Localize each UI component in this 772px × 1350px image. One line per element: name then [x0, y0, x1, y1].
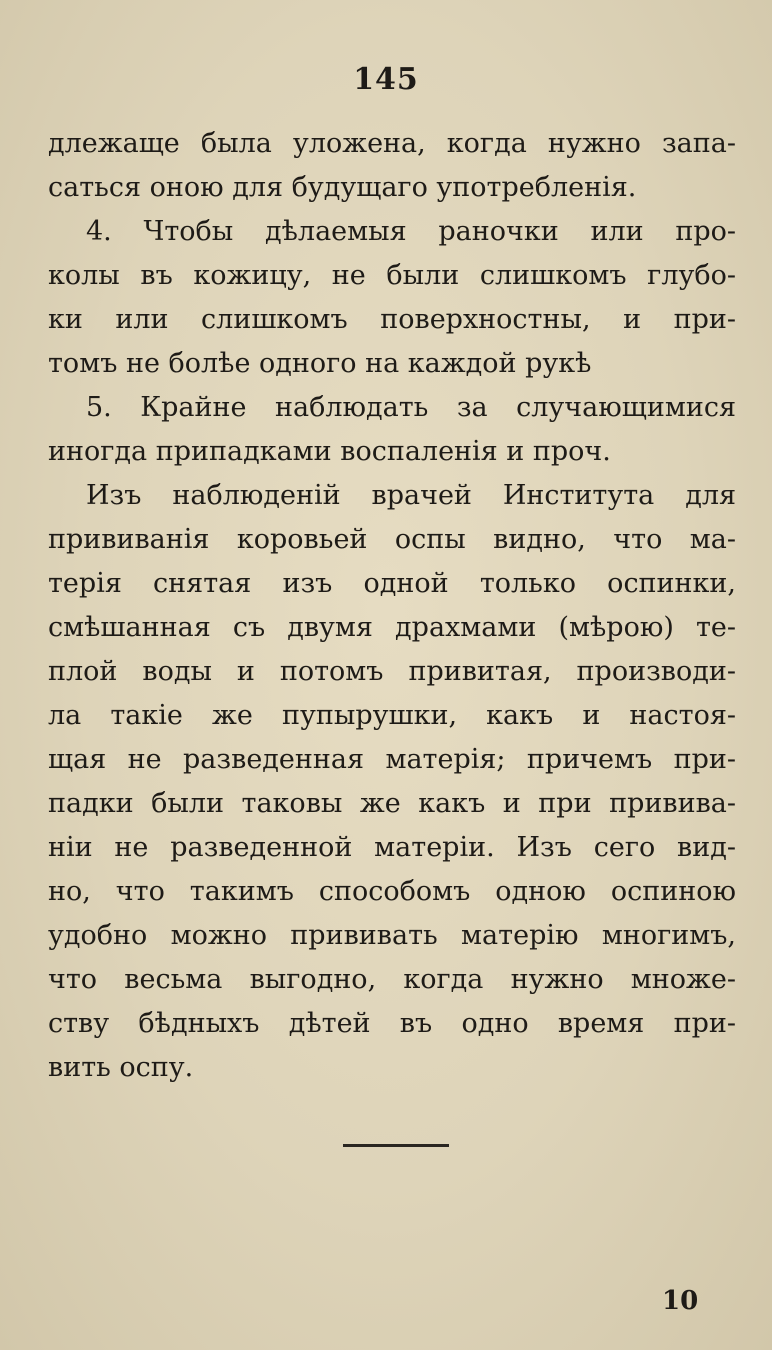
text-line: ству бѣдныхъ дѣтей въ одно время при-	[48, 1008, 736, 1039]
text-line: терія снятая изъ одной только оспинки,	[48, 568, 736, 599]
text-line: иногда припадками воспаленія и проч.	[48, 436, 611, 467]
text-line: щая не разведенная матерія; причемъ при-	[48, 744, 736, 775]
text-line: саться оною для будущаго употребленія.	[48, 172, 637, 203]
body-text	[48, 122, 736, 1090]
text-line: но, что такимъ способомъ одною оспиною	[48, 876, 736, 907]
text-line: 5. Крайне наблюдать за случающимися	[86, 392, 736, 423]
text-line: вить оспу.	[48, 1052, 194, 1083]
text-line: 4. Чтобы дѣлаемыя раночки или про-	[86, 216, 736, 247]
section-divider	[343, 1144, 449, 1147]
text-line: длежаще была уложена, когда нужно запа-	[48, 128, 736, 159]
text-line: колы въ кожицу, не были слишкомъ глубо-	[48, 260, 736, 291]
text-line: удобно можно прививать матерію многимъ,	[48, 920, 736, 951]
page-number: 145	[353, 62, 419, 97]
text-line: плой воды и потомъ привитая, производи-	[48, 656, 736, 687]
text-line: ки или слишкомъ поверхностны, и при-	[48, 304, 736, 335]
text-line: прививанія коровьей оспы видно, что ма-	[48, 524, 736, 555]
text-line: ла такіе же пупырушки, какъ и настоя-	[48, 700, 736, 731]
text-line: падки были таковы же какъ и при привива-	[48, 788, 736, 819]
text-line: смѣшанная съ двумя драхмами (мѣрою) те-	[48, 612, 736, 643]
text-line: томъ не болѣе одного на каждой рукѣ	[48, 348, 592, 379]
text-line: Изъ наблюденій врачей Института для	[86, 480, 736, 511]
signature-mark: 10	[662, 1286, 699, 1316]
text-line: что весьма выгодно, когда нужно множе-	[48, 964, 736, 995]
text-line: ніи не разведенной матеріи. Изъ сего вид-	[48, 832, 736, 863]
